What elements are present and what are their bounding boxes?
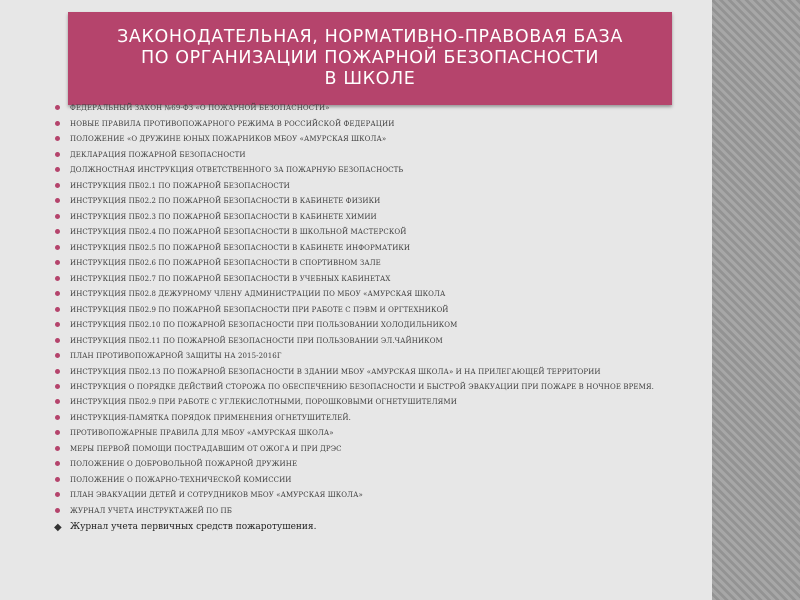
list-item-text: ИНСТРУКЦИЯ ПБ02.13 ПО ПОЖАРНОЙ БЕЗОПАСНОСТИ В ЗДАНИИ МБОУ «АМУРСКАЯ ШКОЛА» И НА ПРИЛЕГАЮЩЕЙ ТЕРРИТОРИИ (70, 367, 601, 376)
bullet-icon (55, 508, 60, 513)
list-item-text: ПОЛОЖЕНИЕ О ДОБРОВОЛЬНОЙ ПОЖАРНОЙ ДРУЖИНЕ (70, 460, 298, 468)
list-item (54, 259, 674, 268)
list-item (54, 321, 674, 330)
list-item-text: ИНСТРУКЦИЯ ПБ02.7 ПО ПОЖАРНОЙ БЕЗОПАСНОСТИ В УЧЕБНЫХ КАБИНЕТАХ (70, 274, 391, 283)
bullet-icon (55, 229, 60, 234)
list-item-text: НОВЫЕ ПРАВИЛА ПРОТИВОПОЖАРНОГО РЕЖИМА В РОССИЙСКОЙ ФЕДЕРАЦИИ (70, 119, 395, 128)
list-item-text: ПЛАН ПРОТИВОПОЖАРНОЙ ЗАЩИТЫ НА 2015-2016Г (70, 352, 282, 360)
bullet-icon (55, 446, 60, 451)
list-item (54, 213, 674, 222)
list-item (54, 445, 674, 454)
list-item-text: ДОЛЖНОСТНАЯ ИНСТРУКЦИЯ ОТВЕТСТВЕННОГО ЗА ПОЖАРНУЮ БЕЗОПАСНОСТЬ (70, 166, 404, 174)
list-item-text: ИНСТРУКЦИЯ ПБ02.4 ПО ПОЖАРНОЙ БЕЗОПАСНОСТИ В ШКОЛЬНОЙ МАСТЕРСКОЙ (70, 228, 407, 236)
list-item (54, 368, 674, 377)
list-item (54, 414, 674, 423)
document-list (54, 104, 674, 540)
bullet-icon (55, 121, 60, 126)
list-item-text: ФЕДЕРАЛЬНЫЙ ЗАКОН №69-ФЗ «О ПОЖАРНОЙ БЕЗОПАСНОСТИ» (70, 104, 330, 112)
list-item (54, 275, 674, 284)
list-item (54, 197, 674, 206)
list-item-text: ИНСТРУКЦИЯ ПБ02.9 ПРИ РАБОТЕ С УГЛЕКИСЛОТНЫМИ, ПОРОШКОВЫМИ ОГНЕТУШИТЕЛЯМИ (70, 398, 457, 406)
list-item-text: ЖУРНАЛ УЧЕТА ИНСТРУКТАЖЕЙ ПО ПБ (70, 506, 232, 515)
bullet-icon (55, 136, 60, 141)
list-item-text: МЕРЫ ПЕРВОЙ ПОМОЩИ ПОСТРАДАВШИМ ОТ ОЖОГА И ПРИ ДРЭС (70, 444, 342, 453)
list-item-text: ПРОТИВОПОЖАРНЫЕ ПРАВИЛА ДЛЯ МБОУ «АМУРСКАЯ ШКОЛА» (70, 429, 334, 437)
list-item-text: ПОЛОЖЕНИЕ О ПОЖАРНО-ТЕХНИЧЕСКОЙ КОМИССИИ (70, 475, 292, 484)
title-line-1: ЗАКОНОДАТЕЛЬНАЯ, НОРМАТИВНО-ПРАВОВАЯ БАЗА (117, 27, 623, 47)
bullet-icon (55, 322, 60, 327)
list-item (54, 166, 674, 175)
list-item (54, 522, 674, 533)
list-item-text: ДЕКЛАРАЦИЯ ПОЖАРНОЙ БЕЗОПАСНОСТИ (70, 150, 246, 159)
list-item (54, 476, 674, 485)
list-item-text: ИНСТРУКЦИЯ ПБ02.9 ПО ПОЖАРНОЙ БЕЗОПАСНОСТИ ПРИ РАБОТЕ С ПЭВМ И ОРГТЕХНИКОЙ (70, 305, 449, 314)
list-item-text: ИНСТРУКЦИЯ ПБ02.2 ПО ПОЖАРНОЙ БЕЗОПАСНОСТИ В КАБИНЕТЕ ФИЗИКИ (70, 197, 381, 205)
list-item-text: Журнал учета первичных средств пожаротушения. (70, 522, 317, 532)
list-item (54, 104, 674, 113)
bullet-icon (55, 152, 60, 157)
bullet-icon (55, 198, 60, 203)
bullet-icon (55, 353, 60, 358)
list-item-text: ИНСТРУКЦИЯ О ПОРЯДКЕ ДЕЙСТВИЙ СТОРОЖА ПО ОБЕСПЕЧЕНИЮ БЕЗОПАСНОСТИ И БЫСТРОЙ ЭВАКУАЦИИ ПРИ ПОЖАРЕ В НОЧНОЕ ВРЕМЯ. (70, 383, 654, 391)
list-item (54, 429, 674, 438)
title-line-3: В ШКОЛЕ (324, 69, 416, 89)
list-item-text: ПОЛОЖЕНИЕ «О ДРУЖИНЕ ЮНЫХ ПОЖАРНИКОВ МБОУ «АМУРСКАЯ ШКОЛА» (70, 135, 387, 143)
list-item (54, 491, 674, 500)
bullet-icon (55, 291, 60, 296)
list-item (54, 290, 674, 299)
list-item-text: ИНСТРУКЦИЯ ПБ02.3 ПО ПОЖАРНОЙ БЕЗОПАСНОСТИ В КАБИНЕТЕ ХИМИИ (70, 212, 377, 221)
bullet-icon (55, 260, 60, 265)
bullet-icon (55, 461, 60, 466)
list-item (54, 398, 674, 407)
bullet-icon (55, 105, 60, 110)
list-item (54, 244, 674, 253)
list-item (54, 135, 674, 144)
bullet-icon (55, 492, 60, 497)
bullet-icon (55, 338, 60, 343)
bullet-icon (55, 384, 60, 389)
list-item-text: ИНСТРУКЦИЯ ПБ02.1 ПО ПОЖАРНОЙ БЕЗОПАСНОСТИ (70, 181, 290, 190)
list-item (54, 120, 674, 129)
title-banner (68, 12, 672, 105)
list-item (54, 460, 674, 469)
decorative-side-panel (712, 0, 800, 600)
bullet-icon (55, 430, 60, 435)
list-item (54, 306, 674, 315)
list-item-text: ИНСТРУКЦИЯ ПБ02.6 ПО ПОЖАРНОЙ БЕЗОПАСНОСТИ В СПОРТИВНОМ ЗАЛЕ (70, 259, 381, 267)
bullet-icon (55, 183, 60, 188)
bullet-icon (55, 399, 60, 404)
bullet-icon: ◆ (54, 522, 62, 533)
bullet-icon (55, 477, 60, 482)
list-item (54, 352, 674, 361)
bullet-icon (55, 307, 60, 312)
bullet-icon (55, 415, 60, 420)
list-item (54, 383, 674, 392)
list-item-text: ИНСТРУКЦИЯ ПБ02.11 ПО ПОЖАРНОЙ БЕЗОПАСНОСТИ ПРИ ПОЛЬЗОВАНИИ ЭЛ.ЧАЙНИКОМ (70, 336, 443, 345)
bullet-icon (55, 214, 60, 219)
list-item-text: ИНСТРУКЦИЯ ПБ02.5 ПО ПОЖАРНОЙ БЕЗОПАСНОСТИ В КАБИНЕТЕ ИНФОРМАТИКИ (70, 243, 411, 252)
list-item-text: ИНСТРУКЦИЯ-ПАМЯТКА ПОРЯДОК ПРИМЕНЕНИЯ ОГНЕТУШИТЕЛЕЙ. (70, 413, 351, 422)
list-item (54, 151, 674, 160)
list-item (54, 507, 674, 516)
list-item-text: ИНСТРУКЦИЯ ПБ02.10 ПО ПОЖАРНОЙ БЕЗОПАСНОСТИ ПРИ ПОЛЬЗОВАНИИ ХОЛОДИЛЬНИКОМ (70, 321, 458, 329)
bullet-icon (55, 369, 60, 374)
list-item (54, 228, 674, 237)
bullet-icon (55, 167, 60, 172)
bullet-icon (55, 276, 60, 281)
list-item-text: ПЛАН ЭВАКУАЦИИ ДЕТЕЙ И СОТРУДНИКОВ МБОУ «АМУРСКАЯ ШКОЛА» (70, 491, 363, 499)
list-item (54, 337, 674, 346)
bullet-icon (55, 245, 60, 250)
list-item (54, 182, 674, 191)
title-line-2: ПО ОРГАНИЗАЦИИ ПОЖАРНОЙ БЕЗОПАСНОСТИ (140, 48, 600, 68)
list-item-text: ИНСТРУКЦИЯ ПБ02.8 ДЕЖУРНОМУ ЧЛЕНУ АДМИНИСТРАЦИИ ПО МБОУ «АМУРСКАЯ ШКОЛА (70, 290, 446, 298)
